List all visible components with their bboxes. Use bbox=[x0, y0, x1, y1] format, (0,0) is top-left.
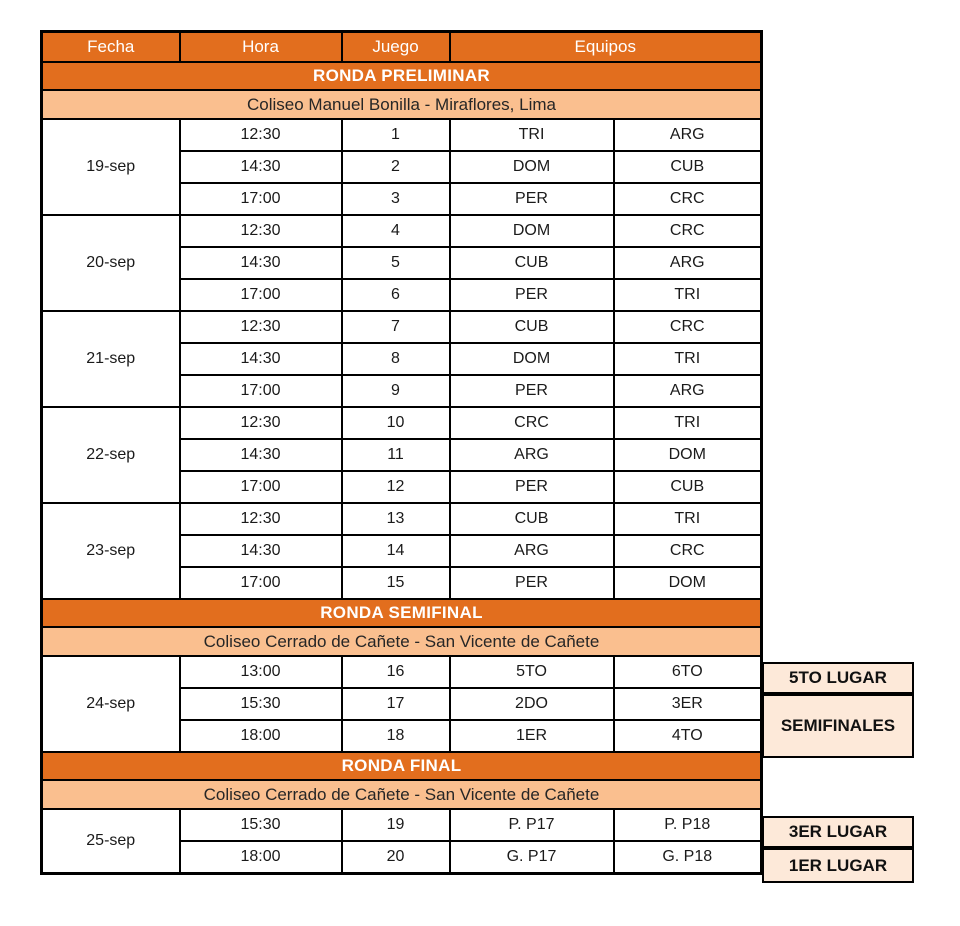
venue-row bbox=[42, 90, 762, 119]
time-cell: 15:30 bbox=[180, 688, 342, 720]
date-cell: 19-sep bbox=[42, 119, 180, 215]
time-cell: 12:30 bbox=[180, 311, 342, 343]
game-number-cell: 5 bbox=[342, 247, 450, 279]
time-cell: 14:30 bbox=[180, 535, 342, 567]
team-cell: CUB bbox=[450, 311, 614, 343]
time-cell: 17:00 bbox=[180, 183, 342, 215]
team-cell: ARG bbox=[614, 119, 762, 151]
schedule-body bbox=[42, 62, 762, 874]
time-cell: 18:00 bbox=[180, 841, 342, 874]
team-cell: 3ER bbox=[614, 688, 762, 720]
side-label-semifinales: SEMIFINALES bbox=[762, 694, 914, 758]
team-cell: 2DO bbox=[450, 688, 614, 720]
game-number-cell: 11 bbox=[342, 439, 450, 471]
team-cell: DOM bbox=[450, 343, 614, 375]
date-cell: 21-sep bbox=[42, 311, 180, 407]
date-cell: 22-sep bbox=[42, 407, 180, 503]
column-header-hora: Hora bbox=[180, 32, 342, 63]
team-cell: CRC bbox=[450, 407, 614, 439]
game-row bbox=[42, 407, 762, 439]
venue-cell: Coliseo Cerrado de Cañete - San Vicente de Cañete bbox=[42, 627, 762, 656]
venue-row bbox=[42, 627, 762, 656]
team-cell: G. P17 bbox=[450, 841, 614, 874]
time-cell: 14:30 bbox=[180, 151, 342, 183]
side-label-3er-lugar: 3ER LUGAR bbox=[762, 816, 914, 848]
time-cell: 14:30 bbox=[180, 343, 342, 375]
team-cell: PER bbox=[450, 279, 614, 311]
date-cell: 25-sep bbox=[42, 809, 180, 874]
team-cell: DOM bbox=[614, 567, 762, 599]
team-cell: PER bbox=[450, 375, 614, 407]
team-cell: CRC bbox=[614, 311, 762, 343]
game-number-cell: 9 bbox=[342, 375, 450, 407]
game-number-cell: 12 bbox=[342, 471, 450, 503]
team-cell: ARG bbox=[450, 439, 614, 471]
team-cell: TRI bbox=[614, 503, 762, 535]
time-cell: 15:30 bbox=[180, 809, 342, 841]
team-cell: 6TO bbox=[614, 656, 762, 688]
game-number-cell: 13 bbox=[342, 503, 450, 535]
game-row bbox=[42, 809, 762, 841]
team-cell: CUB bbox=[614, 151, 762, 183]
venue-cell: Coliseo Cerrado de Cañete - San Vicente de Cañete bbox=[42, 780, 762, 809]
team-cell: TRI bbox=[614, 279, 762, 311]
game-number-cell: 20 bbox=[342, 841, 450, 874]
round-header: RONDA FINAL bbox=[42, 752, 762, 780]
team-cell: CRC bbox=[614, 535, 762, 567]
time-cell: 12:30 bbox=[180, 503, 342, 535]
time-cell: 14:30 bbox=[180, 247, 342, 279]
team-cell: PER bbox=[450, 183, 614, 215]
team-cell: CRC bbox=[614, 215, 762, 247]
date-cell: 24-sep bbox=[42, 656, 180, 752]
team-cell: CUB bbox=[450, 503, 614, 535]
time-cell: 13:00 bbox=[180, 656, 342, 688]
date-cell: 23-sep bbox=[42, 503, 180, 599]
game-number-cell: 7 bbox=[342, 311, 450, 343]
round-header-row bbox=[42, 599, 762, 627]
time-cell: 12:30 bbox=[180, 215, 342, 247]
venue-cell: Coliseo Manuel Bonilla - Miraflores, Lima bbox=[42, 90, 762, 119]
team-cell: G. P18 bbox=[614, 841, 762, 874]
game-number-cell: 18 bbox=[342, 720, 450, 752]
team-cell: DOM bbox=[450, 151, 614, 183]
game-number-cell: 8 bbox=[342, 343, 450, 375]
time-cell: 17:00 bbox=[180, 375, 342, 407]
game-number-cell: 6 bbox=[342, 279, 450, 311]
column-header-equipos: Equipos bbox=[450, 32, 762, 63]
game-number-cell: 19 bbox=[342, 809, 450, 841]
game-number-cell: 1 bbox=[342, 119, 450, 151]
game-number-cell: 2 bbox=[342, 151, 450, 183]
column-header-fecha: Fecha bbox=[42, 32, 180, 63]
team-cell: P. P17 bbox=[450, 809, 614, 841]
team-cell: CRC bbox=[614, 183, 762, 215]
team-cell: ARG bbox=[450, 535, 614, 567]
side-label-1er-lugar: 1ER LUGAR bbox=[762, 848, 914, 883]
time-cell: 12:30 bbox=[180, 119, 342, 151]
team-cell: DOM bbox=[614, 439, 762, 471]
round-header-row bbox=[42, 62, 762, 90]
team-cell: 5TO bbox=[450, 656, 614, 688]
date-cell: 20-sep bbox=[42, 215, 180, 311]
team-cell: ARG bbox=[614, 247, 762, 279]
round-header-row bbox=[42, 752, 762, 780]
game-number-cell: 3 bbox=[342, 183, 450, 215]
game-number-cell: 14 bbox=[342, 535, 450, 567]
column-header-juego: Juego bbox=[342, 32, 450, 63]
game-number-cell: 4 bbox=[342, 215, 450, 247]
time-cell: 17:00 bbox=[180, 567, 342, 599]
team-cell: 1ER bbox=[450, 720, 614, 752]
team-cell: PER bbox=[450, 471, 614, 503]
team-cell: CUB bbox=[450, 247, 614, 279]
game-row bbox=[42, 503, 762, 535]
team-cell: ARG bbox=[614, 375, 762, 407]
time-cell: 12:30 bbox=[180, 407, 342, 439]
team-cell: TRI bbox=[614, 343, 762, 375]
time-cell: 18:00 bbox=[180, 720, 342, 752]
game-row bbox=[42, 119, 762, 151]
time-cell: 17:00 bbox=[180, 279, 342, 311]
team-cell: P. P18 bbox=[614, 809, 762, 841]
game-number-cell: 15 bbox=[342, 567, 450, 599]
game-number-cell: 16 bbox=[342, 656, 450, 688]
team-cell: CUB bbox=[614, 471, 762, 503]
team-cell: 4TO bbox=[614, 720, 762, 752]
column-header-row bbox=[42, 32, 762, 63]
tournament-schedule-table bbox=[40, 30, 763, 875]
round-header: RONDA SEMIFINAL bbox=[42, 599, 762, 627]
team-cell: TRI bbox=[614, 407, 762, 439]
game-row bbox=[42, 656, 762, 688]
game-row bbox=[42, 215, 762, 247]
time-cell: 17:00 bbox=[180, 471, 342, 503]
team-cell: PER bbox=[450, 567, 614, 599]
side-label-5to-lugar: 5TO LUGAR bbox=[762, 662, 914, 694]
team-cell: TRI bbox=[450, 119, 614, 151]
time-cell: 14:30 bbox=[180, 439, 342, 471]
game-number-cell: 10 bbox=[342, 407, 450, 439]
game-row bbox=[42, 311, 762, 343]
game-number-cell: 17 bbox=[342, 688, 450, 720]
venue-row bbox=[42, 780, 762, 809]
team-cell: DOM bbox=[450, 215, 614, 247]
round-header: RONDA PRELIMINAR bbox=[42, 62, 762, 90]
